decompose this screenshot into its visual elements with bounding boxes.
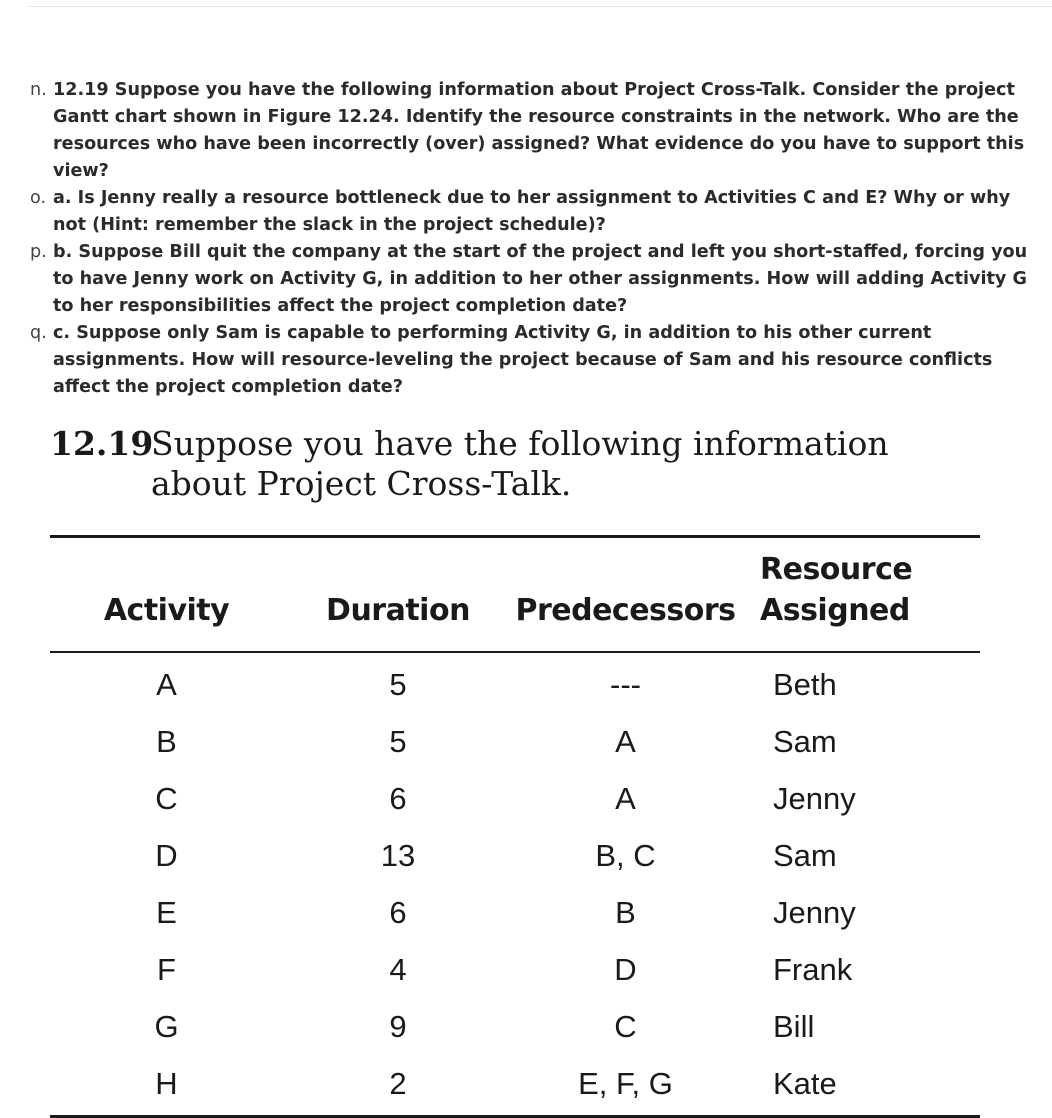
table-row xyxy=(50,942,980,999)
cell-activity: F xyxy=(157,952,176,987)
question-marker: q. xyxy=(30,323,47,343)
cell-activity: A xyxy=(156,667,177,702)
problem-statement xyxy=(50,424,990,504)
cell-resource: Jenny xyxy=(773,781,856,816)
cell-predecessors: C xyxy=(614,1009,637,1044)
activity-table-body xyxy=(50,653,980,1113)
cell-activity: C xyxy=(155,781,178,816)
cell-activity: E xyxy=(156,895,177,930)
question-marker: p. xyxy=(30,242,47,262)
cell-resource: Frank xyxy=(773,952,853,987)
cell-activity: G xyxy=(154,1009,179,1044)
header-activity: Activity xyxy=(103,593,230,628)
cell-duration: 6 xyxy=(389,781,407,816)
cell-resource: Bill xyxy=(773,1009,815,1044)
table-row xyxy=(50,1056,980,1113)
question-item xyxy=(30,239,1048,320)
table-row xyxy=(50,771,980,828)
table-bottom-rule xyxy=(50,1115,980,1118)
cell-duration: 4 xyxy=(389,952,407,987)
header-resource-line2: Assigned xyxy=(760,593,910,628)
problem-number: 12.19 xyxy=(50,424,154,463)
cell-resource: Beth xyxy=(773,667,837,702)
question-text: a. Is Jenny really a resource bottleneck due to her assignment to Activities C and E? Why or why not (Hint: remember the slack in the project schedule)? xyxy=(53,188,1011,235)
cell-duration: 9 xyxy=(389,1009,407,1044)
question-item xyxy=(30,185,1048,239)
header-resource-line1: Resource xyxy=(760,552,913,587)
cell-resource: Sam xyxy=(773,724,837,759)
activity-table xyxy=(50,535,980,1118)
cell-resource: Jenny xyxy=(773,895,856,930)
header-resource-assigned xyxy=(738,538,980,651)
cell-duration: 2 xyxy=(389,1066,407,1101)
cell-predecessors: A xyxy=(615,724,636,759)
cell-predecessors: D xyxy=(614,952,637,987)
question-text: 12.19 Suppose you have the following information about Project Cross-Talk. Consider the project Gantt chart shown in Figure 12.24. Identify the resource constraints in the network. Who are the resources who have been incorrectly (over) assigned? What evidence do you have to support this view? xyxy=(53,80,1025,181)
table-row xyxy=(50,885,980,942)
cell-duration: 13 xyxy=(380,838,416,873)
activity-table-grid xyxy=(50,538,980,651)
question-text: c. Suppose only Sam is capable to performing Activity G, in addition to his other current assignments. How will resource-leveling the project because of Sam and his resource conflicts affect the project completion date? xyxy=(53,323,993,397)
cell-activity: B xyxy=(156,724,177,759)
cell-activity: H xyxy=(155,1066,178,1101)
cell-duration: 6 xyxy=(389,895,407,930)
cell-predecessors: A xyxy=(615,781,636,816)
problem-text: Suppose you have the following information about Project Cross-Talk. xyxy=(151,424,889,503)
cell-duration: 5 xyxy=(389,724,407,759)
table-row xyxy=(50,714,980,771)
question-item xyxy=(30,320,1048,401)
cell-predecessors: --- xyxy=(610,667,641,702)
header-duration: Duration xyxy=(326,593,470,628)
cell-activity: D xyxy=(155,838,178,873)
cell-resource: Sam xyxy=(773,838,837,873)
table-row xyxy=(50,828,980,885)
table-header-row xyxy=(50,538,980,651)
cell-predecessors: B xyxy=(615,895,636,930)
cell-resource: Kate xyxy=(773,1066,837,1101)
question-marker: o. xyxy=(30,188,47,208)
question-marker: n. xyxy=(30,80,47,100)
header-predecessors: Predecessors xyxy=(515,593,736,628)
cell-predecessors: B, C xyxy=(595,838,656,873)
question-list xyxy=(30,77,1048,401)
cell-predecessors: E, F, G xyxy=(578,1066,673,1101)
table-row xyxy=(50,999,980,1056)
question-text: b. Suppose Bill quit the company at the start of the project and left you short-staffed, forcing you to have Jenny work on Activity G, in addition to her other assignments. How will adding Activity G to her responsibilities affect the project completion date? xyxy=(53,242,1028,316)
cell-duration: 5 xyxy=(389,667,407,702)
question-item xyxy=(30,77,1048,185)
top-divider xyxy=(28,6,1052,7)
table-row xyxy=(50,653,980,714)
